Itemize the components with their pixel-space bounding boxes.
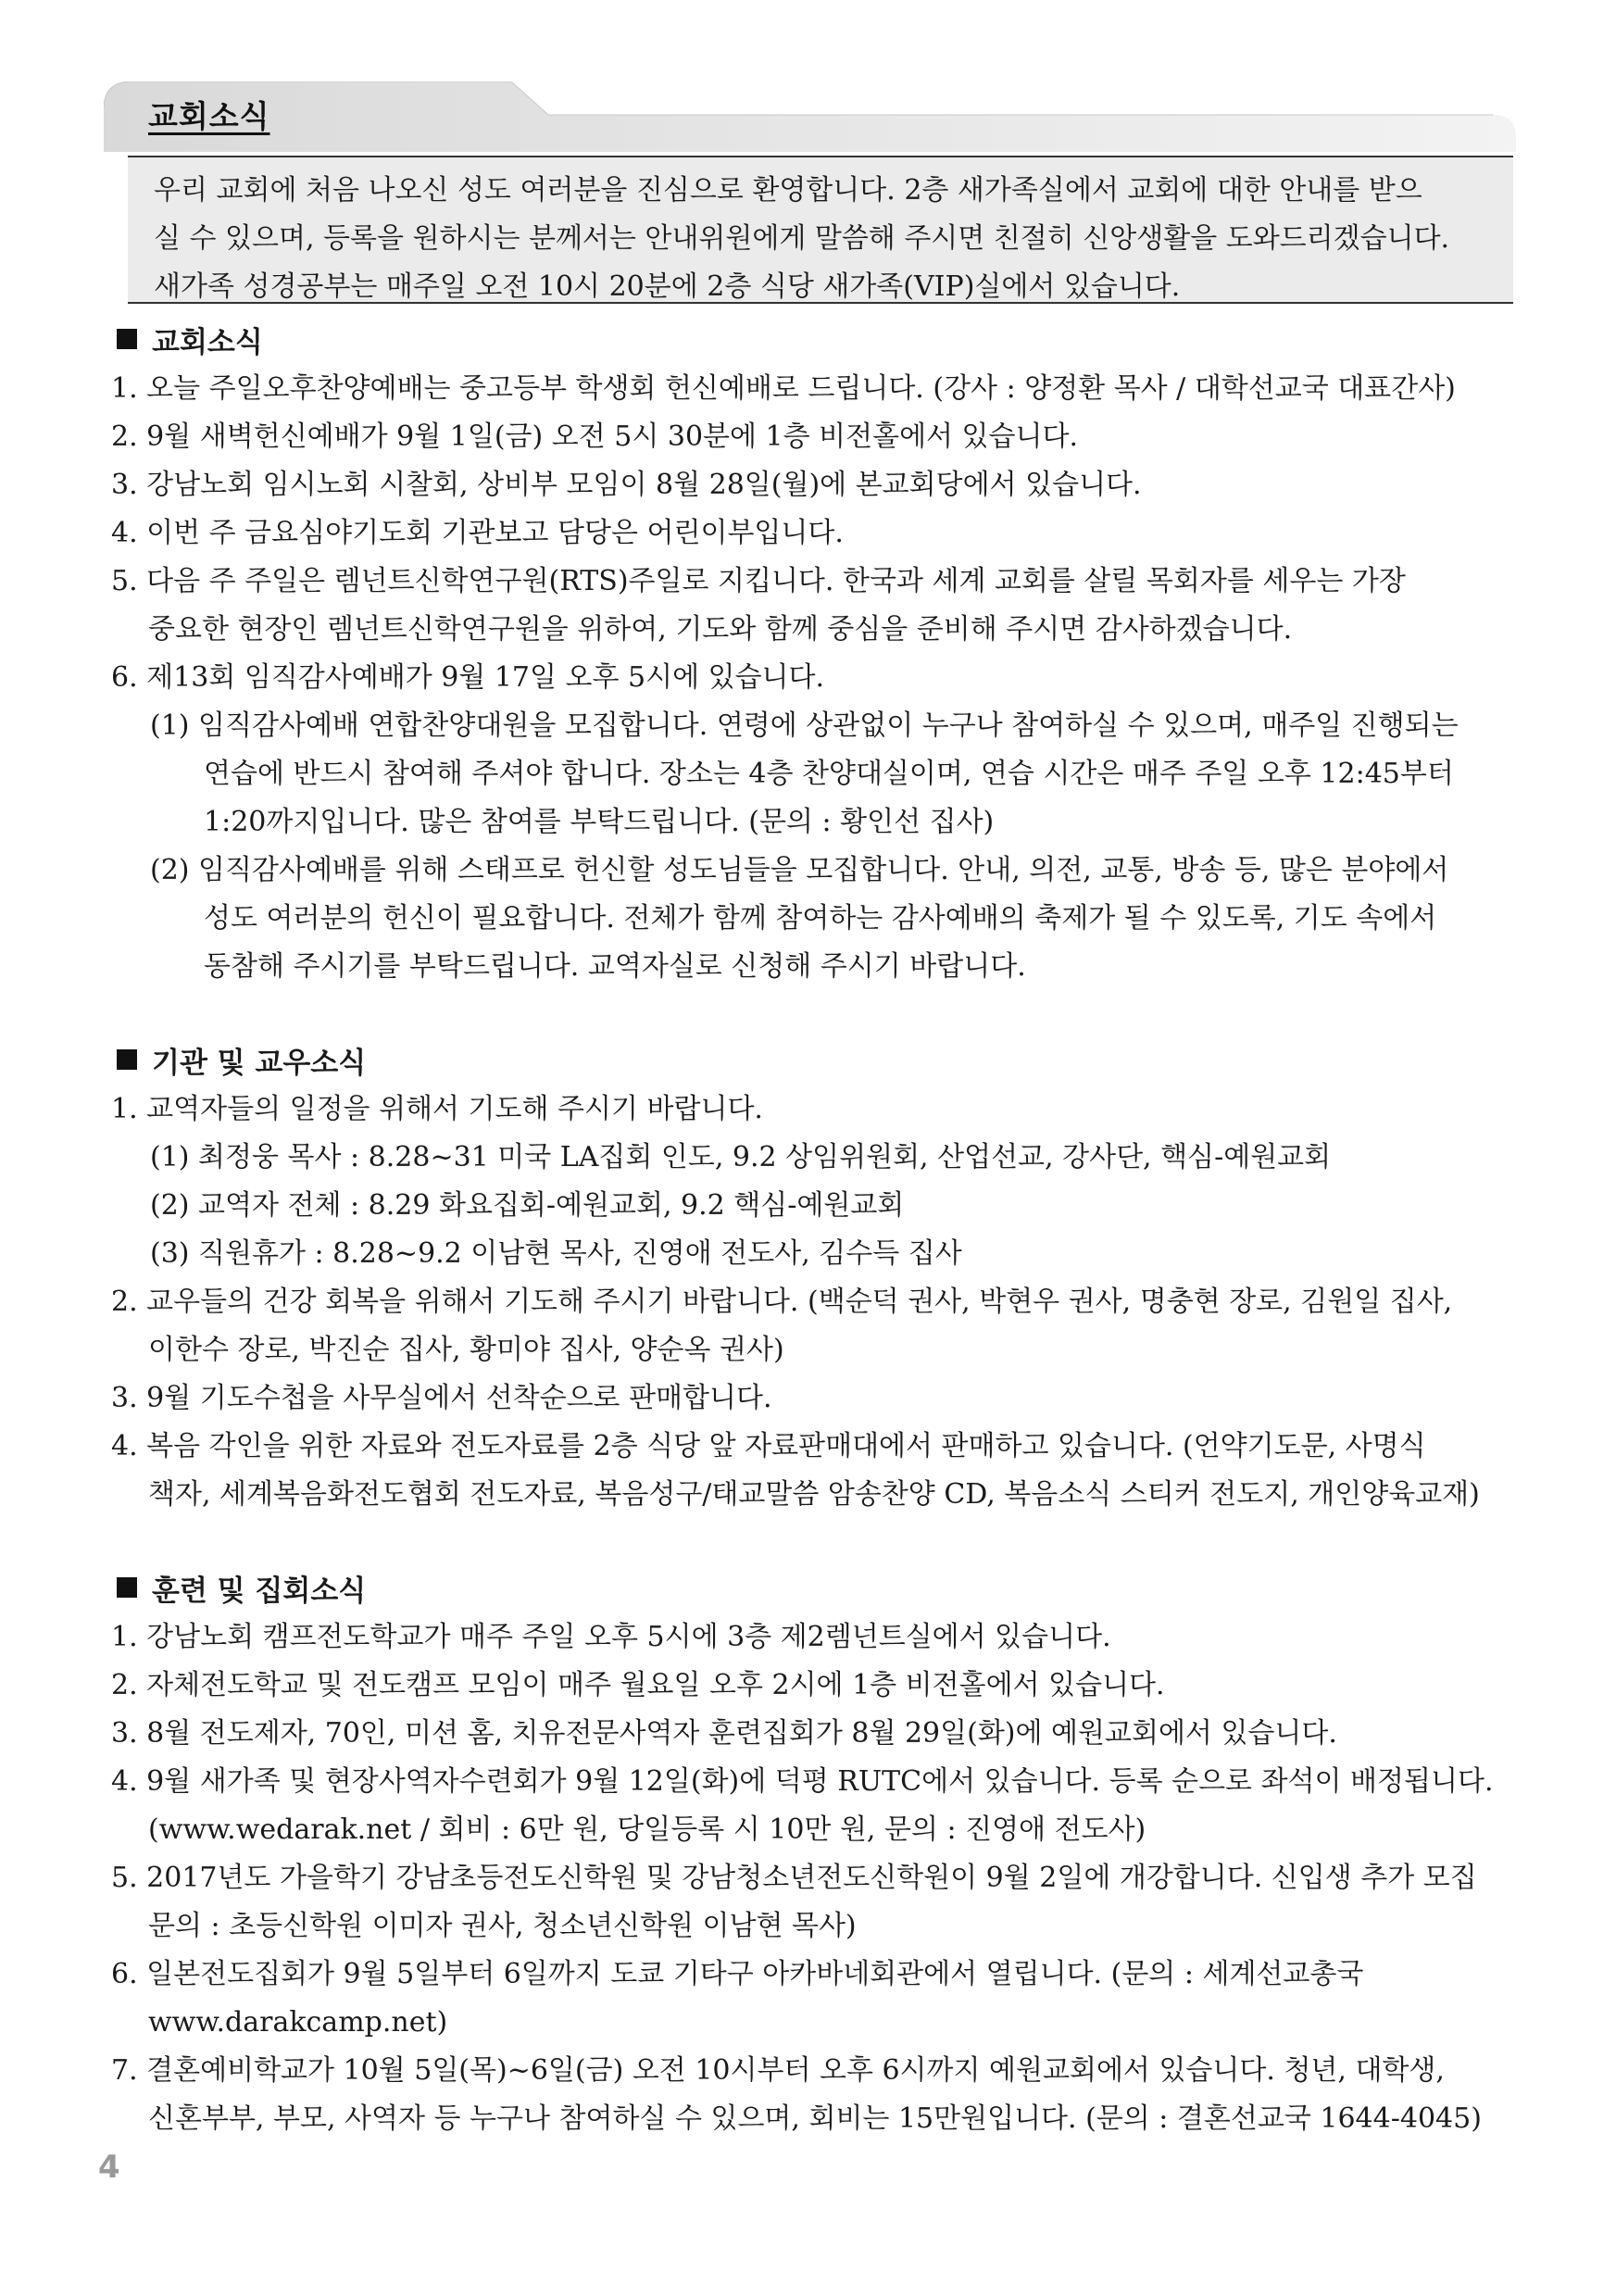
list-item-line: (3) 직원휴가 : 8.28~9.2 이남현 목사, 진영애 전도사, 김수득 집사 — [150, 1237, 962, 1270]
list-item: 5. 2017년도 가을학기 강남초등전도신학원 및 강남청소년전도신학원이 9월 2일에 개강합니다. 신입생 추가 모집 — [111, 1862, 1477, 1894]
section-heading — [111, 313, 1519, 365]
list-item-line: (2) 교역자 전체 : 8.29 화요집회-예원교회, 9.2 핵심-예원교회 — [150, 1189, 905, 1222]
section-heading — [111, 1034, 1519, 1085]
list-item-line: 연습에 반드시 참여해 주셔야 합니다. 장소는 4층 찬양대실이며, 연습 시간은 매주 주일 오후 12:45부터 — [204, 758, 1454, 790]
square-bullet-icon — [117, 1049, 137, 1070]
square-bullet-icon — [117, 329, 137, 349]
list-item: 6. 일본전도집회가 9월 5일부터 6일까지 도쿄 기타구 아카바네회관에서 열립니다. (문의 : 세계선교총국 — [111, 1958, 1364, 1990]
list-item: 5. 다음 주 주일은 렘넌트신학연구원(RTS)주일로 지킵니다. 한국과 세계 교회를 살릴 목회자를 세우는 가장 — [111, 565, 1406, 597]
list-item-line: (1) 임직감사예배 연합찬양대원을 모집합니다. 연령에 상관없이 누구나 참여하실 수 있으며, 매주일 진행되는 — [150, 709, 1459, 742]
list-item: 3. 8월 전도제자, 70인, 미션 홈, 치유전문사역자 훈련집회가 8월 29일(화)에 예원교회에서 있습니다. — [111, 1717, 1337, 1750]
section-gap — [111, 1519, 1519, 1562]
list-item-line: (www.wedarak.net / 회비 : 6만 원, 당일등록 시 10만 원, 문의 : 진영애 전도사) — [148, 1813, 1146, 1846]
list-item-line: 책자, 세계복음화전도협회 전도자료, 복음성구/태교말씀 암송찬양 CD, 복음소식 스티커 전도지, 개인양육교재) — [148, 1478, 1480, 1511]
list-item-line: 신혼부부, 부모, 사역자 등 누구나 참여하실 수 있으며, 회비는 15만원입니다. (문의 : 결혼선교국 1644-4045) — [148, 2102, 1482, 2135]
list-item: 4. 이번 주 금요심야기도회 기관보고 담당은 어린이부입니다. — [111, 517, 844, 549]
welcome-notice — [128, 156, 1513, 304]
list-item: 3. 강남노회 임시노회 시찰회, 상비부 모임이 8월 28일(월)에 본교회당에서 있습니다. — [111, 469, 1142, 501]
list-item-line: (1) 최정웅 목사 : 8.28~31 미국 LA집회 인도, 9.2 상임위원회, 산업선교, 강사단, 핵심-예원교회 — [150, 1141, 1332, 1173]
list-item: 6. 제13회 임직감사예배가 9월 17일 오후 5시에 있습니다. — [111, 661, 825, 694]
section-heading-text: 기관 및 교우소식 — [152, 1046, 367, 1080]
list-item-line: 동참해 주시기를 부탁드립니다. 교역자실로 신청해 주시기 바랍니다. — [204, 950, 1026, 983]
list-item: 1. 교역자들의 일정을 위해서 기도해 주시기 바랍니다. — [111, 1093, 763, 1125]
list-item-line: 성도 여러분의 헌신이 필요합니다. 전체가 함께 참여하는 감사예배의 축제가 될 수 있도록, 기도 속에서 — [204, 902, 1437, 935]
list-item: 3. 9월 기도수첩을 사무실에서 선착순으로 판매합니다. — [111, 1382, 772, 1414]
section-heading — [111, 1562, 1519, 1613]
page-title: 교회소식 — [148, 98, 270, 134]
list-item-line: 중요한 현장인 렘넌트신학연구원을 위하여, 기도와 함께 중심을 준비해 주시면 감사하겠습니다. — [148, 613, 1293, 646]
list-item-line: 1:20까지입니다. 많은 참여를 부탁드립니다. (문의 : 황인선 집사) — [204, 806, 995, 838]
list-item: 4. 9월 새가족 및 현장사역자수련회가 9월 12일(화)에 덕평 RUTC에서 있습니다. 등록 순으로 좌석이 배정됩니다. — [111, 1765, 1494, 1798]
page-number: 4 — [98, 2149, 120, 2186]
list-item: 7. 결혼예비학교가 10월 5일(목)~6일(금) 오전 10시부터 오후 6시까지 예원교회에서 있습니다. 청년, 대학생, — [111, 2054, 1445, 2087]
list-item: 1. 오늘 주일오후찬양예배는 중고등부 학생회 헌신예배로 드립니다. (강사 : 양정환 목사 / 대학선교국 대표간사) — [111, 372, 1456, 405]
list-item-line: www.darakcamp.net) — [148, 2006, 448, 2039]
header-tab-shape — [104, 82, 1516, 152]
list-item: 2. 자체전도학교 및 전도캠프 모임이 매주 월요일 오후 2시에 1층 비전홀에서 있습니다. — [111, 1669, 1165, 1701]
list-item: 1. 강남노회 캠프전도학교가 매주 주일 오후 5시에 3층 제2렘넌트실에서 있습니다. — [111, 1621, 1111, 1653]
list-item-line: 이한수 장로, 박진순 집사, 황미야 집사, 양순옥 권사) — [148, 1334, 784, 1366]
square-bullet-icon — [117, 1577, 137, 1598]
list-item: 2. 9월 새벽헌신예배가 9월 1일(금) 오전 5시 30분에 1층 비전홀에서 있습니다. — [111, 420, 1079, 453]
welcome-line: 우리 교회에 처음 나오신 성도 여러분을 진심으로 환영합니다. 2층 새가족실에서 교회에 대한 안내를 받으 — [154, 174, 1422, 207]
welcome-line: 실 수 있으며, 등록을 원하시는 분께서는 안내위원에게 말씀해 주시면 친절히 신앙생활을 도와드리겠습니다. — [154, 222, 1450, 255]
section-gap — [111, 991, 1519, 1034]
welcome-line: 새가족 성경공부는 매주일 오전 10시 20분에 2층 식당 새가족(VIP)실에서 있습니다. — [154, 270, 1181, 303]
list-item-line: (2) 임직감사예배를 위해 스태프로 헌신할 성도님들을 모집합니다. 안내, 의전, 교통, 방송 등, 많은 분야에서 — [150, 854, 1449, 886]
list-item: 2. 교우들의 건강 회복을 위해서 기도해 주시기 바랍니다. (백순덕 권사, 박현우 권사, 명충현 장로, 김원일 집사, — [111, 1286, 1453, 1318]
section-heading-text: 교회소식 — [152, 325, 263, 359]
bulletin-content — [111, 313, 1519, 2143]
header-bar — [104, 82, 1516, 152]
list-item: 4. 복음 각인을 위한 자료와 전도자료를 2층 식당 앞 자료판매대에서 판매하고 있습니다. (언약기도문, 사명식 — [111, 1430, 1426, 1462]
section-heading-text: 훈련 및 집회소식 — [152, 1574, 367, 1608]
list-item-line: 문의 : 초등신학원 이미자 권사, 청소년신학원 이남현 목사) — [148, 1910, 857, 1942]
